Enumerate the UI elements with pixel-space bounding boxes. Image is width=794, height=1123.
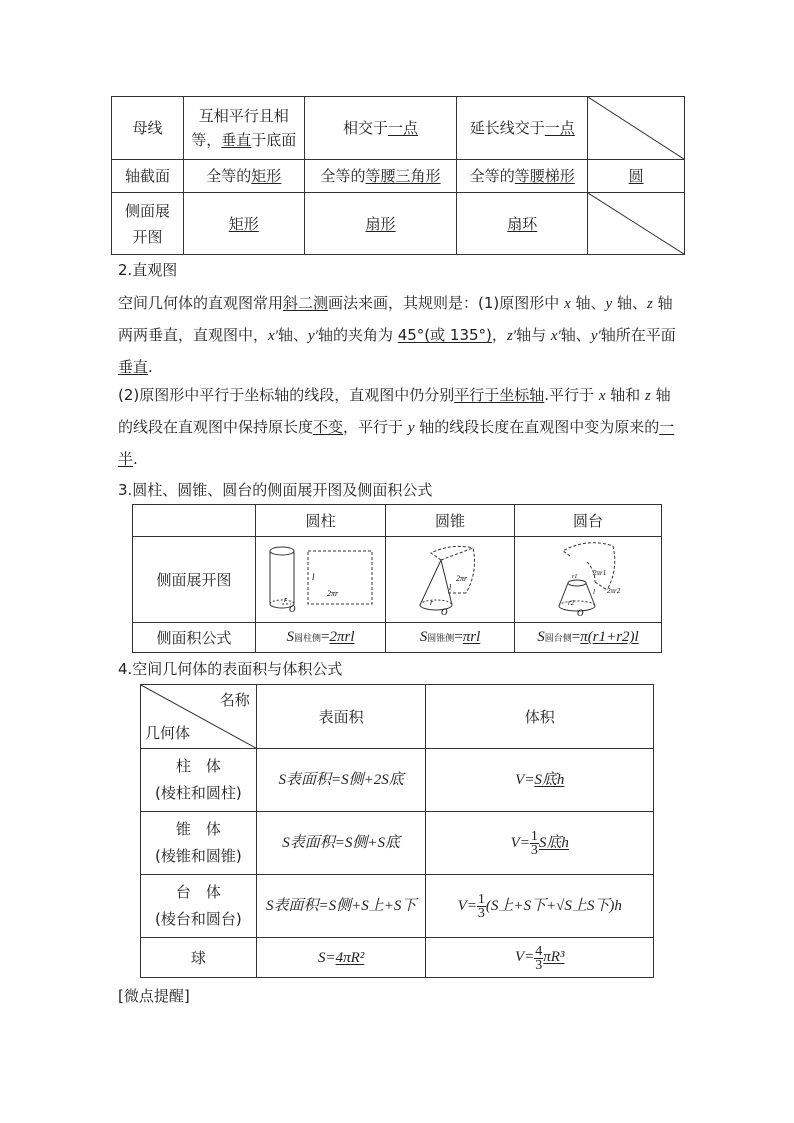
empty-diagonal-cell bbox=[588, 193, 685, 255]
frustum-unfold-cell: 扇环 bbox=[457, 193, 588, 255]
empty-diagonal-cell bbox=[588, 97, 685, 160]
frustum-area-formula: S圆台侧=π(r1+r2)l bbox=[514, 623, 661, 653]
sphere-row-label: 球 bbox=[141, 938, 257, 978]
prism-volume-formula: V=S底h bbox=[426, 749, 654, 812]
svg-text:O: O bbox=[288, 603, 295, 614]
row-label-generatrix: 母线 bbox=[112, 97, 184, 160]
prism-area-formula: S表面积=S侧+2S底 bbox=[256, 749, 426, 812]
frustum-properties-table bbox=[111, 96, 685, 255]
svg-text:r: r bbox=[283, 594, 287, 604]
header-cylinder: 圆柱 bbox=[256, 505, 386, 537]
sphere-volume-formula: V= $\frac{4}{3}$ πR³ bbox=[426, 938, 654, 978]
corner-empty-cell bbox=[133, 505, 256, 537]
section4-heading: 4.空间几何体的表面积与体积公式 bbox=[118, 660, 343, 678]
svg-text:r: r bbox=[430, 597, 434, 607]
cone-unfold-cell: 扇形 bbox=[304, 193, 457, 255]
svg-text:r2: r2 bbox=[568, 598, 575, 607]
pyramid-row-label: 锥 体 (棱锥和圆锥) bbox=[141, 812, 257, 875]
corner-top-label: 名称 bbox=[219, 691, 250, 709]
cone-unfold-figure bbox=[386, 537, 515, 623]
svg-text:2πr: 2πr bbox=[456, 573, 468, 583]
pyramid-area-formula: S表面积=S侧+S底 bbox=[256, 812, 426, 875]
cylinder-unfold-figure bbox=[256, 537, 386, 623]
section2-heading: 2.直观图 bbox=[118, 261, 178, 279]
svg-text:2πr1: 2πr1 bbox=[593, 568, 607, 577]
svg-text:l: l bbox=[593, 587, 596, 596]
frustum-volume-formula: V= $\frac{1}{3}$ (S上+S下+√S上S下)h bbox=[426, 875, 654, 938]
cone-net-diagram bbox=[386, 538, 513, 622]
footer-tip: [微点提醒] bbox=[118, 987, 190, 1005]
prism-row-label: 柱 体 (棱柱和圆柱) bbox=[141, 749, 257, 812]
svg-text:2πr: 2πr bbox=[326, 588, 338, 598]
sphere-area-formula: S=4πR² bbox=[256, 938, 426, 978]
header-cone: 圆锥 bbox=[386, 505, 515, 537]
corner-bottom-label: 几何体 bbox=[145, 724, 191, 742]
svg-text:r1: r1 bbox=[572, 573, 578, 580]
cylinder-unfold-cell: 矩形 bbox=[183, 193, 304, 255]
pyramid-volume-formula: V= $\frac{1}{3}$ S底h bbox=[426, 812, 654, 875]
header-volume: 体积 bbox=[426, 685, 654, 749]
frustum-unfold-figure bbox=[514, 537, 661, 623]
cone-generatrix-cell: 相交于一点 bbox=[304, 97, 457, 160]
lateral-area-table bbox=[132, 504, 662, 653]
frustum-area-formula: S表面积=S侧+S上+S下 bbox=[256, 875, 426, 938]
section3-heading: 3.圆柱、圆锥、圆台的侧面展开图及侧面积公式 bbox=[118, 481, 433, 499]
section2-paragraph2: (2)原图形中平行于坐标轴的线段，直观图中仍分别平行于坐标轴.平行于 x 轴和 z 轴的线段在直观图中保持原长度不变，平行于 y 轴的线段长度在直观图中变为原来的一半. bbox=[118, 386, 675, 468]
svg-text:l: l bbox=[311, 571, 315, 582]
cylinder-generatrix-cell: 互相平行且相 等，垂直于底面 bbox=[183, 97, 304, 160]
svg-text:O: O bbox=[577, 607, 584, 618]
surface-volume-table bbox=[140, 684, 654, 978]
section2-paragraph1: 空间几何体的直观图常用斜二测画法来画，其规则是：(1)原图形中 x 轴、y 轴、z 轴两两垂直，直观图中，x′轴、y′轴的夹角为 45°(或 135°)，z′轴与 x′轴、y′轴所在平面垂直. bbox=[118, 294, 676, 376]
corner-header-cell bbox=[141, 685, 257, 749]
frustum-net-diagram bbox=[515, 538, 660, 622]
frustum-generatrix-cell: 延长线交于一点 bbox=[457, 97, 588, 160]
header-surface-area: 表面积 bbox=[256, 685, 426, 749]
header-frustum: 圆台 bbox=[514, 505, 661, 537]
frustum-axial-cell: 全等的等腰梯形 bbox=[457, 160, 588, 193]
row-label-lateral-unfold: 侧面展 开图 bbox=[112, 193, 184, 255]
cone-axial-cell: 全等的等腰三角形 bbox=[304, 160, 457, 193]
cone-area-formula: S圆锥侧=πrl bbox=[386, 623, 515, 653]
cylinder-net-diagram bbox=[257, 538, 385, 622]
row-label-axial-section: 轴截面 bbox=[112, 160, 184, 193]
frustum-row-label: 台 体 (棱台和圆台) bbox=[141, 875, 257, 938]
svg-text:O: O bbox=[441, 606, 448, 617]
svg-text:2πr2: 2πr2 bbox=[607, 586, 621, 595]
row-label-unfold-figure: 侧面展开图 bbox=[133, 537, 256, 623]
sphere-axial-cell: 圆 bbox=[588, 160, 685, 193]
row-label-area-formula: 侧面积公式 bbox=[133, 623, 256, 653]
svg-text:l: l bbox=[449, 582, 452, 592]
cylinder-area-formula: S圆柱侧=2πrl bbox=[256, 623, 386, 653]
cylinder-axial-cell: 全等的矩形 bbox=[183, 160, 304, 193]
